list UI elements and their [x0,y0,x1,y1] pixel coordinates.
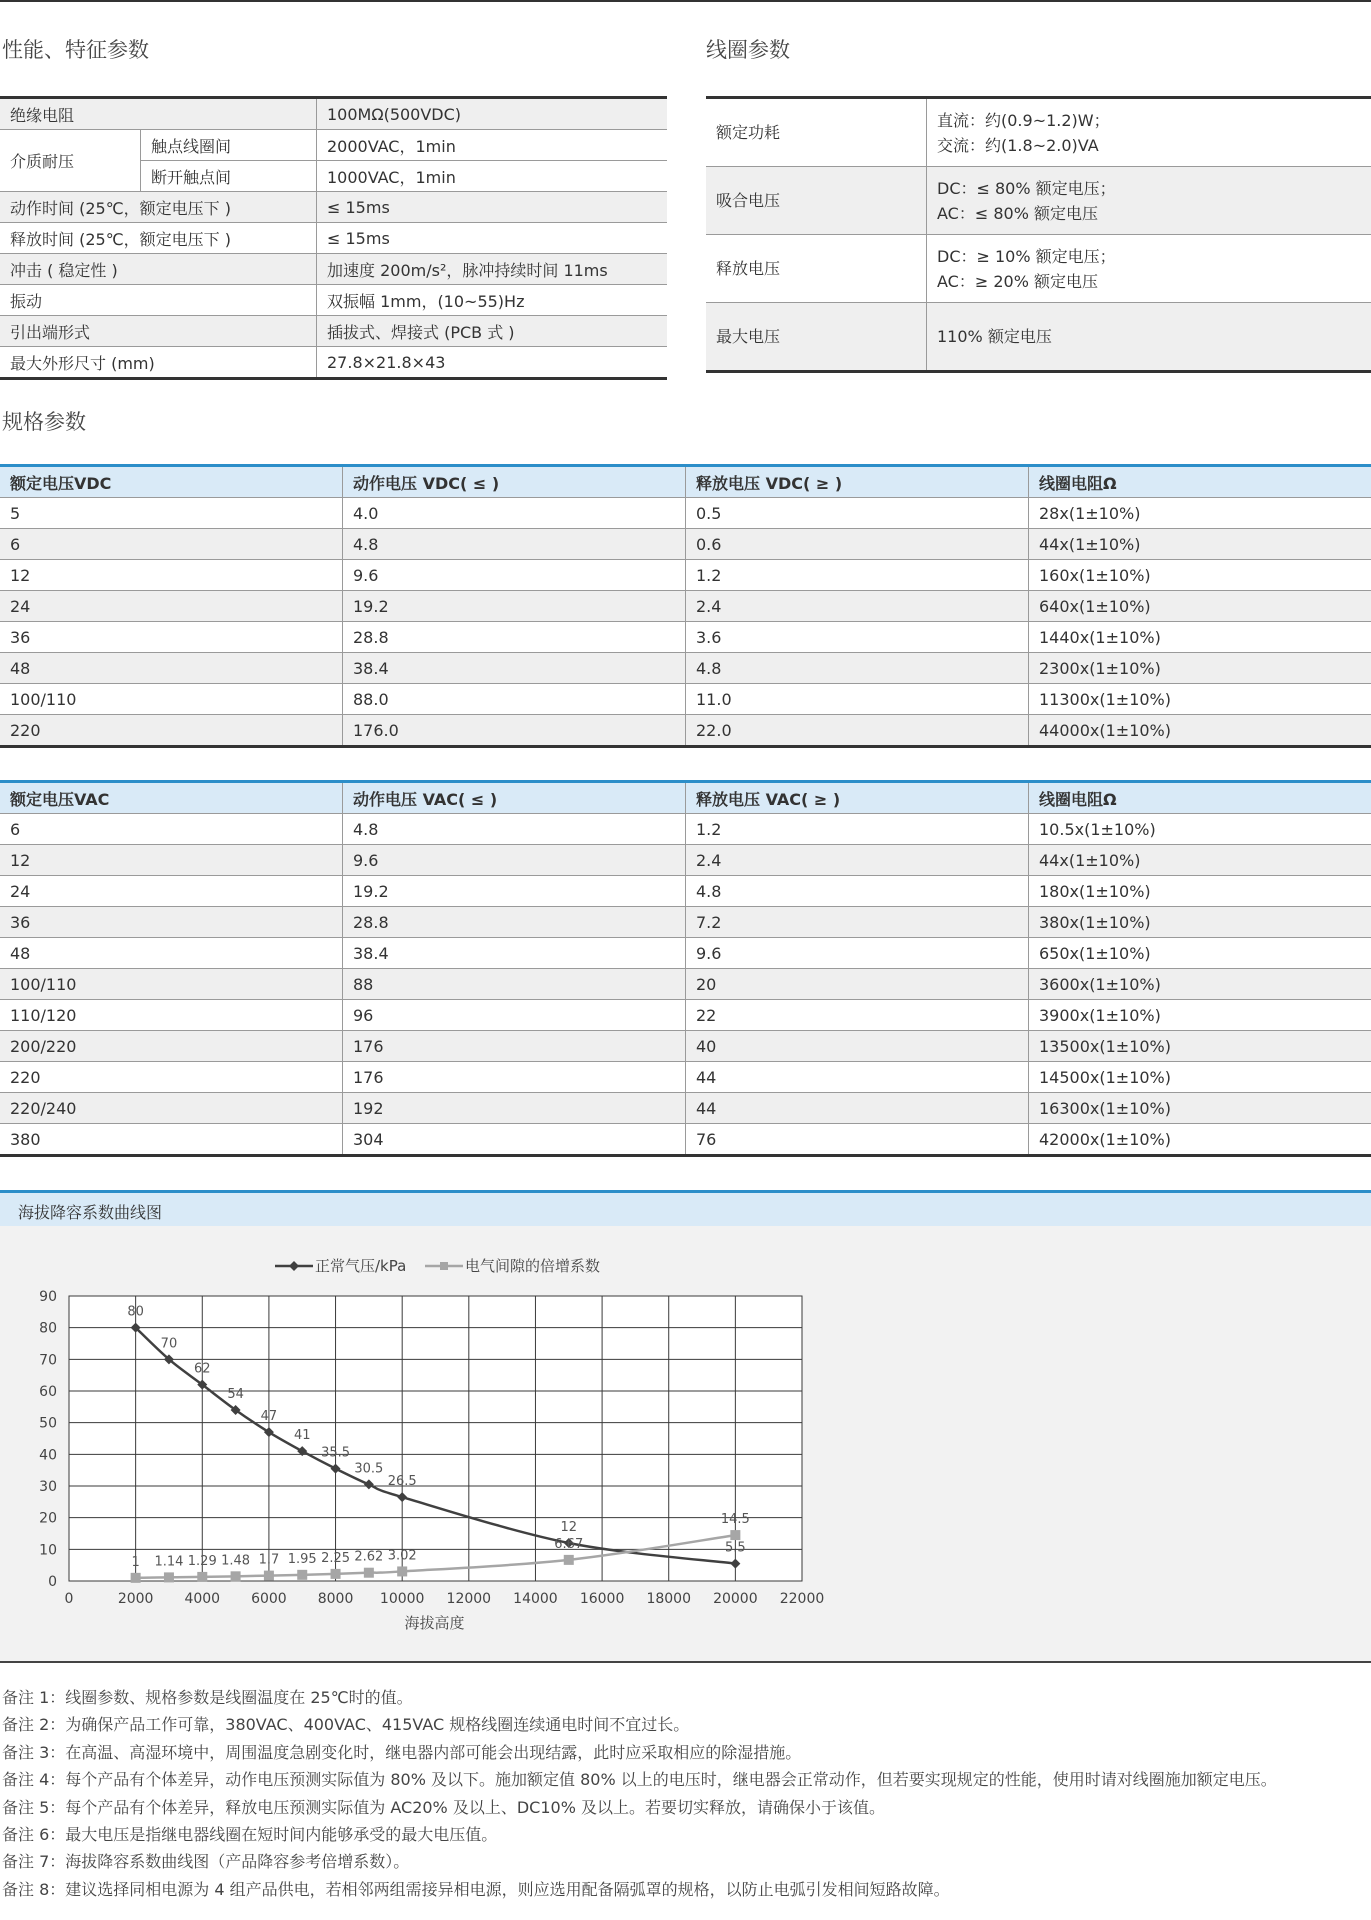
dc-cell: 220 [0,715,343,747]
coil-value-line: DC：≥ 10% 额定电压； [937,246,1116,266]
coil-row-value [927,98,1371,167]
x-tick-label: 6000 [251,1591,287,1607]
ac-cell: 304 [343,1124,686,1156]
note-item: 备注 1：线圈参数、规格参数是线圈温度在 25℃时的值。 [2,1688,413,1707]
data-label: 1 [131,1554,140,1570]
ac-cell: 380x(1±10%) [1029,907,1371,938]
ac-cell: 48 [0,938,343,969]
ac-cell: 13500x(1±10%) [1029,1031,1371,1062]
data-point [297,1570,307,1580]
note-item: 备注 6：最大电压是指继电器线圈在短时间内能够承受的最大电压值。 [2,1824,498,1844]
perf-row-value: 加速度 200m/s²，脉冲持续时间 11ms [317,254,668,285]
coil-table [706,96,1371,373]
dc-cell: 19.2 [343,591,686,622]
perf-row-value: 插拔式、焊接式 (PCB 式 ) [317,316,668,347]
ac-cell: 3900x(1±10%) [1029,1000,1371,1031]
data-point [197,1572,207,1582]
dielectric-sub2-label: 断开触点间 [141,161,317,192]
legend-label: 电气间隙的倍增系数 [465,1257,601,1275]
data-point [264,1571,274,1581]
dc-cell: 0.6 [686,529,1029,560]
plot-area [69,1296,802,1581]
ac-cell: 4.8 [686,876,1029,907]
dc-cell: 38.4 [343,653,686,684]
y-tick-label: 90 [39,1289,57,1305]
insulation-value: 100MΩ(500VDC) [317,98,668,130]
perf-row-label: 动作时间 (25℃，额定电压下 ) [0,192,317,223]
ac-header-cell: 动作电压 VAC( ≤ ) [343,782,686,814]
ac-cell: 1.2 [686,814,1029,845]
perf-row-label: 振动 [0,285,317,316]
x-tick-label: 2000 [117,1591,154,1607]
table-row [0,938,1371,969]
note-item: 备注 3：在高温、高湿环境中，周围温度急剧变化时，继电器内部可能会出现结露，此时应采取相应的除湿措施。 [2,1742,802,1762]
insulation-label: 绝缘电阻 [0,98,317,130]
coil-value-line: 110% 额定电压 [937,327,1052,346]
dc-cell: 160x(1±10%) [1029,560,1371,591]
note-item: 备注 8：建议选择同相电源为 4 组产品供电，若相邻两组需接异相电源，则应选用配备隔弧罩的规格，以防止电弧引发相间短路故障。 [2,1879,950,1899]
table-row [0,684,1371,715]
coil-row-label: 额定功耗 [706,98,927,167]
x-tick-label: 16000 [579,1591,625,1607]
data-point [564,1555,574,1565]
x-tick-label: 10000 [379,1591,425,1607]
note-item: 备注 2：为确保产品工作可靠，380VAC、400VAC、415VAC 规格线圈连续通电时间不宜过长。 [2,1715,690,1735]
data-label: 26.5 [387,1474,417,1490]
dc-cell: 5 [0,498,343,529]
ac-cell: 9.6 [686,938,1029,969]
ac-cell: 176 [343,1062,686,1093]
ac-cell: 44 [686,1062,1029,1093]
data-label: 1.95 [287,1551,317,1567]
table-row [0,560,1371,591]
data-label: 12 [560,1520,578,1535]
data-label: 30.5 [354,1461,384,1477]
coil-value-line: AC：≤ 80% 额定电压 [937,203,1098,223]
table-row [0,814,1371,845]
x-tick-label: 4000 [184,1591,221,1607]
coil-value-line: DC：≤ 80% 额定电压； [937,178,1116,198]
x-tick-label: 8000 [317,1591,354,1607]
dc-cell: 36 [0,622,343,653]
notes-list [2,1684,1371,1903]
legend-marker [440,1262,448,1270]
data-label: 2.62 [354,1549,384,1565]
data-label: 54 [227,1387,244,1402]
dielectric-sub1-value: 2000VAC，1min [317,130,668,161]
table-row [0,876,1371,907]
dc-cell: 3.6 [686,622,1029,653]
ac-header-cell: 释放电压 VAC( ≥ ) [686,782,1029,814]
data-label: 5.5 [725,1540,746,1556]
dc-cell: 0.5 [686,498,1029,529]
dc-cell: 1.2 [686,560,1029,591]
perf-row-value: ≤ 15ms [317,192,668,223]
x-tick-label: 14000 [513,1591,558,1607]
data-point [164,1572,174,1582]
data-point [331,1569,341,1579]
ac-cell: 42000x(1±10%) [1029,1124,1371,1156]
dc-cell: 4.0 [343,498,686,529]
ac-cell: 100/110 [0,969,343,1000]
x-tick-label: 22000 [779,1591,825,1607]
coil-row-value [927,303,1371,372]
dc-cell: 44x(1±10%) [1029,529,1371,560]
top-rule [0,0,1371,2]
ac-cell: 20 [686,969,1029,1000]
ac-header-cell: 额定电压VAC [0,782,343,814]
table-row [0,845,1371,876]
dc-cell: 11.0 [686,684,1029,715]
dc-header-cell: 释放电压 VDC( ≥ ) [686,466,1029,498]
dc-cell: 11300x(1±10%) [1029,684,1371,715]
ac-cell: 9.6 [343,845,686,876]
table-row [0,907,1371,938]
dc-cell: 48 [0,653,343,684]
data-point [364,1568,374,1578]
ac-cell: 44 [686,1093,1029,1124]
dc-cell: 2.4 [686,591,1029,622]
ac-cell: 19.2 [343,876,686,907]
dc-cell: 4.8 [686,653,1029,684]
table-row [0,622,1371,653]
dc-cell: 28x(1±10%) [1029,498,1371,529]
dc-cell: 100/110 [0,684,343,715]
data-label: 3.02 [387,1548,417,1564]
dc-header-cell: 额定电压VDC [0,466,343,498]
data-label: 2.25 [321,1550,351,1566]
ac-cell: 40 [686,1031,1029,1062]
table-row [0,969,1371,1000]
x-tick-label: 0 [64,1591,74,1607]
dc-header-cell: 线圈电阻Ω [1029,466,1371,498]
dc-cell: 640x(1±10%) [1029,591,1371,622]
dc-spec-table [0,464,1371,748]
y-tick-label: 10 [39,1542,57,1559]
data-label: 6.67 [554,1536,584,1552]
dc-cell: 4.8 [343,529,686,560]
dc-header-cell: 动作电压 VDC( ≤ ) [343,466,686,498]
data-label: 14.5 [720,1512,750,1528]
data-label: 70 [160,1336,178,1352]
performance-section-title: 性能、特征参数 [2,38,149,62]
dc-cell: 9.6 [343,560,686,591]
note-item: 备注 5：每个产品有个体差异，释放电压预测实际值为 AC20% 及以上、DC10% 及以上。若要切实释放，请确保小于该值。 [2,1797,885,1817]
perf-row-label: 冲击 ( 稳定性 ) [0,254,317,285]
chart-header-bar [0,1193,1371,1226]
perf-row-value: 27.8×21.8×43 [317,347,668,379]
ac-header-cell: 线圈电阻Ω [1029,782,1371,814]
ac-cell: 88 [343,969,686,1000]
y-tick-label: 0 [48,1574,57,1590]
ac-cell: 10.5x(1±10%) [1029,814,1371,845]
x-axis-label: 海拔高度 [404,1614,465,1632]
table-row [0,715,1371,747]
coil-row-value [927,167,1371,235]
ac-spec-table [0,780,1371,1157]
ac-cell: 28.8 [343,907,686,938]
y-tick-label: 80 [39,1320,57,1337]
dielectric-label: 介质耐压 [0,130,141,192]
table-row [0,498,1371,529]
perf-row-value: ≤ 15ms [317,223,668,254]
coil-value-line: 直流：约(0.9~1.2)W； [937,110,1110,130]
chart-plot [0,1226,1371,1659]
data-label: 41 [293,1428,311,1444]
note-item: 备注 7：海拔降容系数曲线图（产品降容参考倍增系数）。 [2,1852,410,1872]
ac-cell: 220 [0,1062,343,1093]
data-label: 62 [193,1361,211,1377]
dc-cell: 2300x(1±10%) [1029,653,1371,684]
ac-cell: 4.8 [343,814,686,845]
y-tick-label: 70 [39,1352,57,1369]
table-row [0,1124,1371,1156]
coil-value-line: 交流：约(1.8~2.0)VA [937,135,1099,155]
ac-cell: 7.2 [686,907,1029,938]
data-point [397,1566,407,1576]
legend-label: 正常气压/kPa [315,1257,407,1275]
data-point [131,1573,141,1583]
data-point [730,1530,740,1540]
dc-cell: 12 [0,560,343,591]
data-label: 1.7 [258,1552,280,1568]
data-label: 1.29 [187,1553,217,1569]
perf-row-label: 最大外形尺寸 (mm) [0,347,317,379]
ac-cell: 200/220 [0,1031,343,1062]
data-point [231,1571,241,1581]
ac-cell: 192 [343,1093,686,1124]
x-tick-label: 18000 [646,1591,692,1607]
legend-marker [289,1261,299,1271]
dc-cell: 44000x(1±10%) [1029,715,1371,747]
altitude-derating-chart [0,1190,1371,1663]
y-tick-label: 60 [39,1384,57,1400]
spec-section-title: 规格参数 [2,410,86,434]
ac-cell: 6 [0,814,343,845]
ac-cell: 38.4 [343,938,686,969]
table-row [0,591,1371,622]
performance-table [0,96,667,380]
perf-row-label: 引出端形式 [0,316,317,347]
dc-cell: 1440x(1±10%) [1029,622,1371,653]
dc-cell: 24 [0,591,343,622]
data-label: 80 [127,1304,144,1320]
ac-cell: 2.4 [686,845,1029,876]
ac-cell: 44x(1±10%) [1029,845,1371,876]
chart-title: 海拔降容系数曲线图 [18,1203,163,1222]
coil-row-label: 吸合电压 [706,167,927,235]
ac-cell: 24 [0,876,343,907]
perf-row-value: 双振幅 1mm，(10~55)Hz [317,285,668,316]
y-tick-label: 20 [39,1510,57,1527]
perf-row-label: 释放时间 (25℃，额定电压下 ) [0,223,317,254]
ac-cell: 650x(1±10%) [1029,938,1371,969]
ac-cell: 3600x(1±10%) [1029,969,1371,1000]
table-row [0,529,1371,560]
x-tick-label: 20000 [713,1591,758,1607]
coil-row-label: 最大电压 [706,303,927,372]
dc-cell: 28.8 [343,622,686,653]
ac-cell: 22 [686,1000,1029,1031]
data-label: 47 [260,1409,278,1425]
y-tick-label: 40 [39,1447,57,1464]
table-row [0,1031,1371,1062]
table-row [0,1000,1371,1031]
coil-section-title: 线圈参数 [706,38,790,62]
y-tick-label: 50 [39,1415,57,1432]
ac-cell: 380 [0,1124,343,1156]
dielectric-sub2-value: 1000VAC，1min [317,161,668,192]
dc-cell: 176.0 [343,715,686,747]
ac-cell: 16300x(1±10%) [1029,1093,1371,1124]
data-label: 35.5 [321,1445,351,1461]
note-item: 备注 4：每个产品有个体差异，动作电压预测实际值为 80% 及以下。施加额定值 80% 以上的电压时，继电器会正常动作，但若要实现规定的性能，使用时请对线圈施加额定电压。 [2,1770,1277,1790]
ac-cell: 12 [0,845,343,876]
ac-cell: 220/240 [0,1093,343,1124]
data-label: 1.14 [154,1554,184,1570]
ac-cell: 176 [343,1031,686,1062]
table-row [0,1093,1371,1124]
dielectric-sub1-label: 触点线圈间 [141,130,317,161]
ac-cell: 110/120 [0,1000,343,1031]
coil-row-label: 释放电压 [706,235,927,303]
data-label: 1.48 [221,1553,251,1569]
ac-cell: 36 [0,907,343,938]
table-row [0,1062,1371,1093]
coil-value-line: AC：≥ 20% 额定电压 [937,271,1098,291]
ac-cell: 180x(1±10%) [1029,876,1371,907]
ac-cell: 76 [686,1124,1029,1156]
dc-cell: 88.0 [343,684,686,715]
dc-cell: 6 [0,529,343,560]
y-tick-label: 30 [39,1479,57,1495]
coil-row-value [927,235,1371,303]
x-tick-label: 12000 [446,1591,492,1607]
ac-cell: 14500x(1±10%) [1029,1062,1371,1093]
dc-cell: 22.0 [686,715,1029,747]
ac-cell: 96 [343,1000,686,1031]
table-row [0,653,1371,684]
